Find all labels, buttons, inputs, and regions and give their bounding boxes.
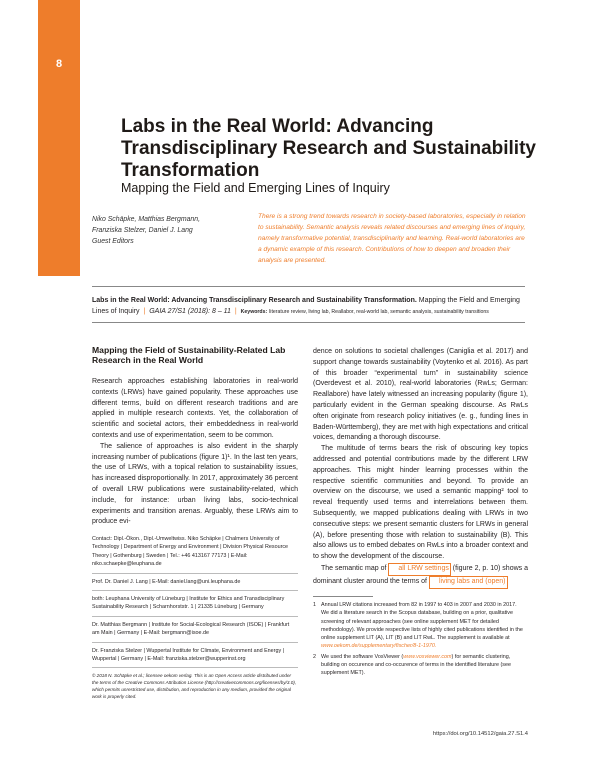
separator-icon: | <box>143 308 146 315</box>
highlight-term: living labs and (open) <box>429 576 508 589</box>
contact-block: Prof. Dr. Daniel J. Lang | E-Mail: daniel.lang@uni.leuphana.de <box>92 578 298 591</box>
citation-subtitle: Mapping the Field and Emerging Lines of Inquiry <box>92 297 520 315</box>
paragraph-text: The semantic map of <box>321 564 389 572</box>
footnote-number: 2 <box>313 653 316 660</box>
abstract: There is a strong trend towards research in society-based laboratories, especially in relation to sustainability. Semantic analysis reveals related discourses and emerging lines of inquiry, namely transformative potential, transdisciplinarity and learning. Real-world laboratories are a dynamic example of this research. Contributions of how to deepen and broaden their analysis are presented. <box>258 213 526 264</box>
contact-block: Dr. Franziska Stelzer | Wuppertal Institute for Climate, Environment and Energy | Wuppertal | Germany | E-Mail: franziska.stelzer@wupperinst.org <box>92 647 298 669</box>
citation-block <box>92 295 528 318</box>
footnote-number: 1 <box>313 602 316 608</box>
guest-editors <box>92 214 200 247</box>
doi-link[interactable]: https://doi.org/10.14512/gaia.27.S1.4 <box>432 731 528 737</box>
page-number: 8 <box>55 58 63 70</box>
contact-block: Contact: Dipl.-Ökon., Dipl.-Umweltwiss. Niko Schäpke | Chalmers University of Technology | Department of Energy and Environment | Division Physical Resource Theory | Gothenburg | Sweden | Tel.: +46 413167 77173 | E-Mail: niko.schaepke@leuphana.de <box>92 535 298 574</box>
footnote-text: Annual LRW citations increased from 82 in 1997 to 403 in 2007 and 2030 in 2017. We did a literature search in the Scopus database, building on a prior, qualitative screening of relevant approaches (see online supplement MET for detailed methodology). We provide respective lists of highly cited publications identified in the online supplement LIT (A), LIT (B) and LIT RwL. The supplement is available at <box>321 602 523 642</box>
article-title: Labs in the Real World: Advancing Transdisciplinary Research and Sustainability Transformation <box>121 116 536 181</box>
footnote-link[interactable]: www.vosviewer.com <box>403 653 452 660</box>
separator-icon: | <box>234 308 237 315</box>
paragraph: The multitude of terms bears the risk of obscuring key topics addressed and potential contributions made by the different LRW approaches. This might hinder learning processes within the respective scientific communities and beyond. To provide an overview on the discourse, we used a semantic mapping² tool to reveal frequently used terms and interrelations between them. Subsequently, we mapped publications dealing with LRWs in two consecutive steps: we present semantic clusters for LRWs in general (A), before presenting those with relation to sustainability (B). This also allows us to embed debates on RwLs into a broader context and to show the development of the discourse. <box>313 445 528 561</box>
citation-title: Labs in the Real World: Advancing Transdisciplinary Research and Sustainability Transformation. <box>92 297 417 304</box>
divider <box>92 286 525 287</box>
paragraph: Research approaches establishing laboratories in real-world contexts (LRWs) have gained popularity. These approaches use different terms, build on different research traditions and are applied in multiple research contexts. Yet, the collaboration of scientific and societal actors, their embeddedness in real-world contexts and use of experimentation, seem to be common. <box>92 378 298 439</box>
author-role: Guest Editors <box>92 238 134 245</box>
author-line: Franziska Stelzer, Daniel J. Lang <box>92 227 193 234</box>
right-column <box>313 347 528 589</box>
paragraph <box>313 563 528 589</box>
keywords-label: Keywords: <box>240 309 268 315</box>
paragraph-text: (figure 2, p. 10) shows a dominant cluster around the terms of <box>313 564 528 585</box>
author-line: Niko Schäpke, Matthias Bergmann, <box>92 216 201 223</box>
paragraph: dence on solutions to societal challenges (Caniglia et al. 2017) and support change towards sustainability (Voytenko et al. 2016). As part of this broader “experimental turn” in sustainability science (Overdevest et al. 2010), real-world laboratories (RwLs; German: Reallabore) have lately witnessed an increasing popularity (figure 1), particularly evident in the German speaking discourse. As RwLs often originate from research policy initiatives (e. g., funding lines in Baden-Württemberg), they are met with high expectations and critical voices, demanding a thorough discourse. <box>313 348 528 442</box>
contact-info <box>92 535 298 708</box>
footnote <box>313 653 526 678</box>
footnotes <box>313 601 526 680</box>
footnote <box>313 601 526 651</box>
left-column <box>92 377 298 528</box>
divider <box>92 322 525 323</box>
footnote-text: ) for semantic clustering, building on occurence and co-occurence of terms in the identified literature (see supplement MET). <box>321 653 511 677</box>
article-subtitle: Mapping the Field and Emerging Lines of Inquiry <box>121 181 390 195</box>
footnote-rule <box>313 596 373 597</box>
keywords: literature review, living lab, Reallabor, real-world lab, semantic analysis, sustainability transitions <box>269 309 489 315</box>
contact-block: Dr. Matthias Bergmann | Institute for Social-Ecological Research (ISOE) | Frankfurt am Main | Germany | E-Mail: bergmann@isoe.de <box>92 621 298 643</box>
paragraph: The salience of approaches is also evident in the sharply increasing number of publications (figure 1)¹. In the last ten years, the use of LRWs, with a topical relation to sustainability issues, has increased disproportionally. In 2017, approximately 36 percent of overall LRW publications were sustainability-related, which include, for instance: urban living labs, socio-technical experiments and transition arenas. Arguably, these LRWs aim to produce evi- <box>92 442 298 526</box>
footnote-text: We used the software VosViewer ( <box>321 653 404 660</box>
journal-ref: GAIA 27/S1 (2018): 8 – 11 <box>149 308 231 315</box>
highlight-term: all LRW settings <box>388 563 450 576</box>
section-heading: Mapping the Field of Sustainability-Related Lab Research in the Real World <box>92 345 286 365</box>
contact-block: both: Leuphana University of Lüneburg | Institute for Ethics and Transdisciplinary Sustainability Research | Scharnhorststr. 1 | 21335 Lüneburg | Germany <box>92 595 298 617</box>
license-note: © 2018 N. Schäpke et al.; licensee oekom verlag. This is an Open Access article distributed under the terms of the Creative Commons Attribution License (http://creativecommons.org/licenses/by/3.0), which permits unrestricted use, distribution, and reproduction in any medium, provided the original work is properly cited. <box>92 673 297 700</box>
page-number-tab <box>38 0 80 276</box>
footnote-link[interactable]: www.oekom.de/supplementary/fischer/8-1-1970. <box>321 643 437 650</box>
